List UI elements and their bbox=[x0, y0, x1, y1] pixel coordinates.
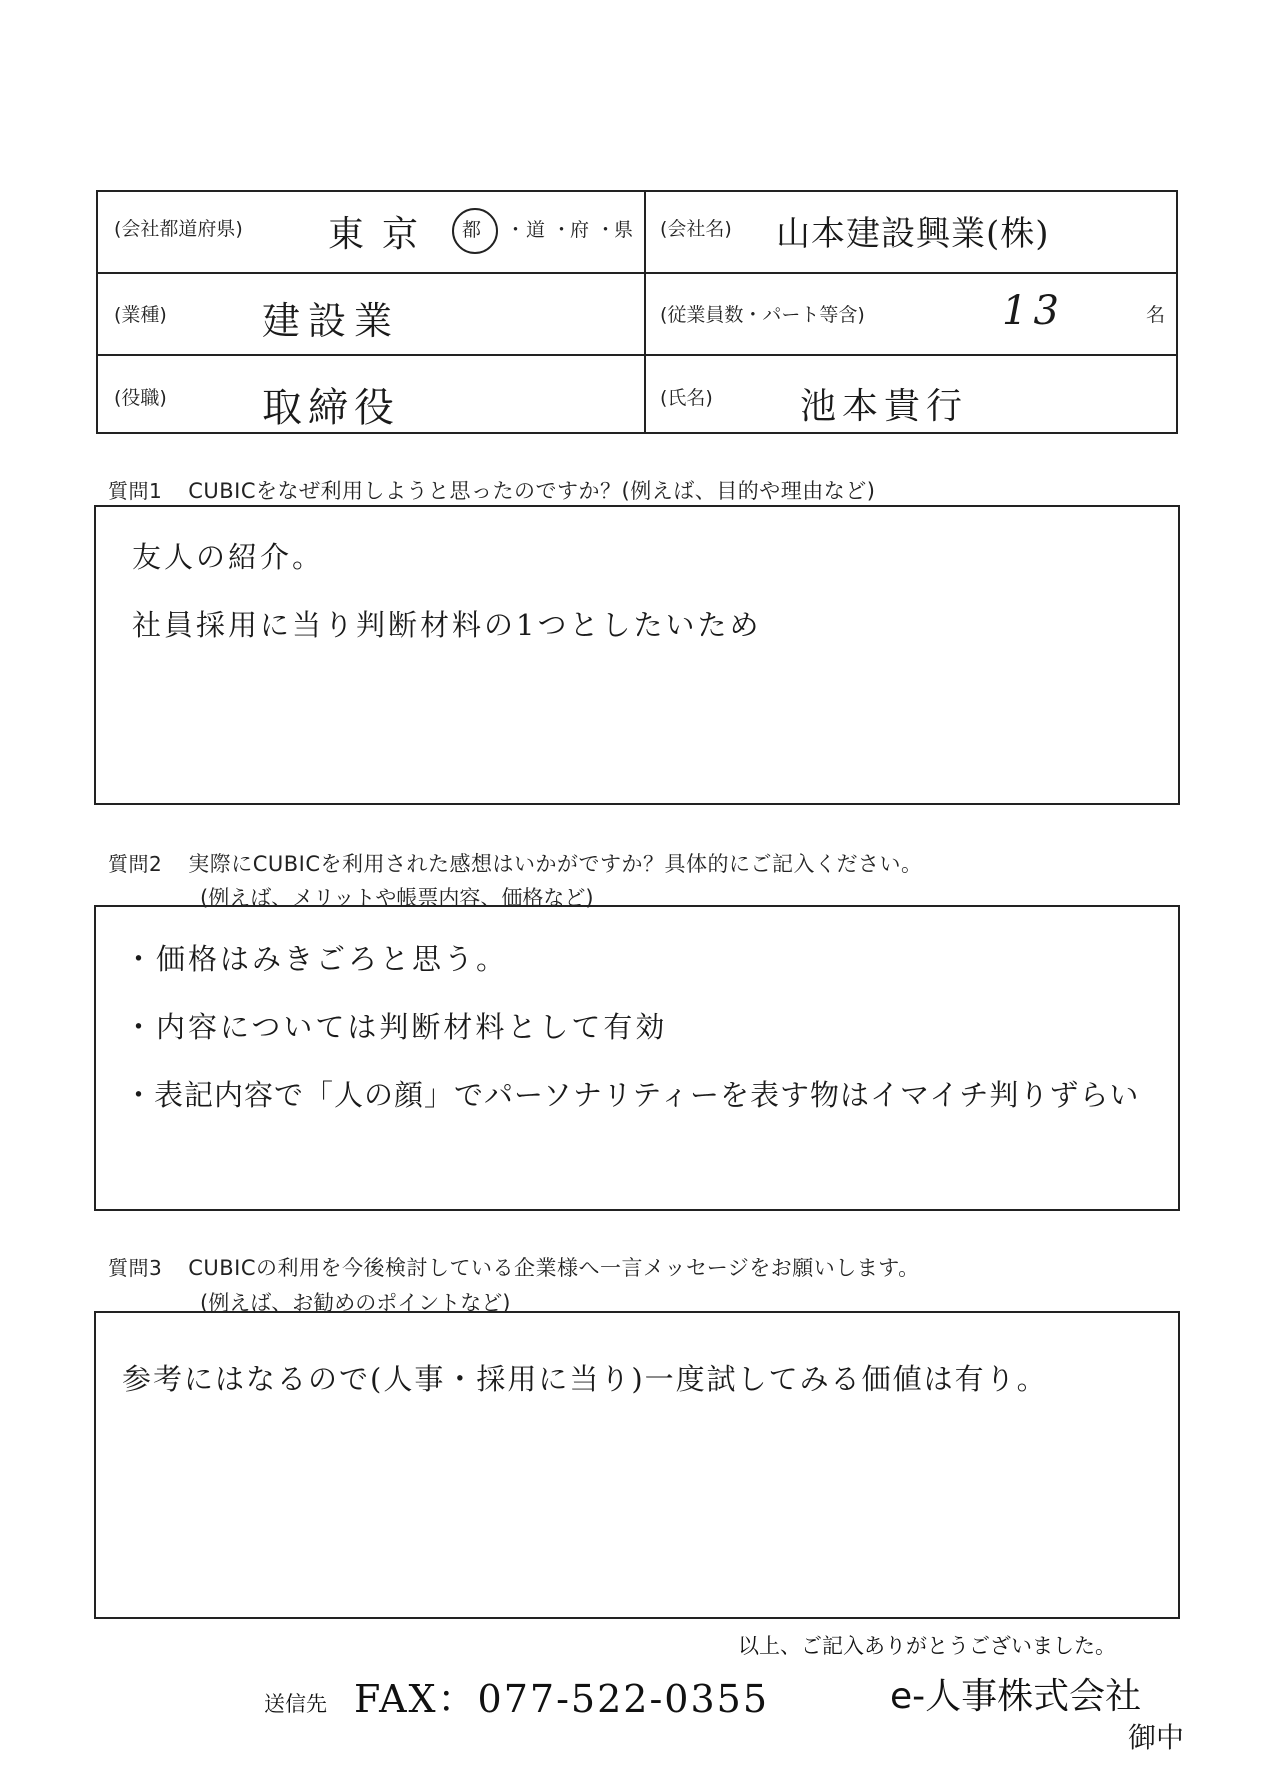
option-separator: ・ bbox=[506, 219, 526, 241]
table-divider bbox=[644, 192, 646, 432]
employees-label: (従業員数・パート等含) bbox=[660, 304, 865, 326]
company-label: (会社名) bbox=[660, 218, 732, 240]
option-separator: ・ bbox=[596, 219, 616, 241]
answer-1-line-1: 友人の紹介。 bbox=[132, 540, 325, 574]
answer-box-1 bbox=[94, 505, 1180, 805]
question-2-number: 質問2 bbox=[108, 852, 163, 876]
question-2-text: 実際にCUBICを利用された感想はいかがですか？具体的にご記入ください。 bbox=[188, 852, 923, 876]
question-2-examples: (例えば、メリットや帳票内容、価格など) bbox=[200, 886, 594, 910]
answer-box-2 bbox=[94, 905, 1180, 1211]
recipient-company: e-人事株式会社 bbox=[890, 1676, 1142, 1717]
answer-2-line-1: ・価格はみきごろと思う。 bbox=[124, 942, 509, 976]
prefecture-option-ken: 県 bbox=[614, 219, 634, 241]
industry-label: (業種) bbox=[114, 304, 167, 326]
name-label: (氏名) bbox=[660, 387, 713, 409]
question-1 bbox=[108, 475, 875, 505]
prefecture-option-to: 都 bbox=[462, 219, 482, 241]
question-1-text: CUBICをなぜ利用しようと思ったのですか？(例えば、目的や理由など) bbox=[188, 479, 876, 503]
table-divider bbox=[98, 272, 1176, 274]
answer-2-line-2: ・内容については判断材料として有効 bbox=[124, 1010, 668, 1044]
question-3 bbox=[108, 1252, 920, 1282]
prefecture-value: 東京 bbox=[328, 214, 437, 255]
company-value: 山本建設興業(株) bbox=[776, 214, 1050, 254]
answer-box-3 bbox=[94, 1311, 1180, 1619]
position-value: 取締役 bbox=[262, 385, 400, 431]
fax-number: FAX：077-522-0355 bbox=[354, 1677, 770, 1721]
prefecture-option-do: 道 bbox=[526, 219, 546, 241]
answer-2-line-3: ・表記内容で「人の顔」でパーソナリティーを表す物はイマイチ判りずらい bbox=[124, 1078, 1140, 1112]
employees-unit: 名 bbox=[1146, 304, 1166, 326]
employees-value: 13 bbox=[1002, 288, 1065, 334]
table-divider bbox=[98, 354, 1176, 356]
option-separator: ・ bbox=[552, 219, 572, 241]
position-label: (役職) bbox=[114, 387, 167, 409]
question-3-text: CUBICの利用を今後検討している企業様へ一言メッセージをお願いします。 bbox=[188, 1256, 920, 1280]
thanks-note: 以上、ご記入ありがとうございました。 bbox=[738, 1634, 1116, 1658]
question-3-examples: (例えば、お勧めのポイントなど) bbox=[200, 1291, 511, 1315]
honorific: 御中 bbox=[1128, 1721, 1185, 1754]
industry-value: 建設業 bbox=[262, 299, 401, 343]
question-2 bbox=[108, 848, 923, 878]
answer-3-line-1: 参考にはなるので(人事・採用に当り)一度試してみる価値は有り。 bbox=[122, 1362, 1048, 1396]
prefecture-label: (会社都道府県) bbox=[114, 218, 243, 240]
question-1-number: 質問1 bbox=[108, 479, 163, 503]
prefecture-option-fu: 府 bbox=[570, 219, 590, 241]
question-3-number: 質問3 bbox=[108, 1256, 163, 1280]
send-to-label: 送信先 bbox=[264, 1692, 327, 1716]
name-value: 池本貴行 bbox=[800, 386, 969, 427]
answer-1-line-2: 社員採用に当り判断材料の1つとしたいため bbox=[132, 608, 762, 642]
